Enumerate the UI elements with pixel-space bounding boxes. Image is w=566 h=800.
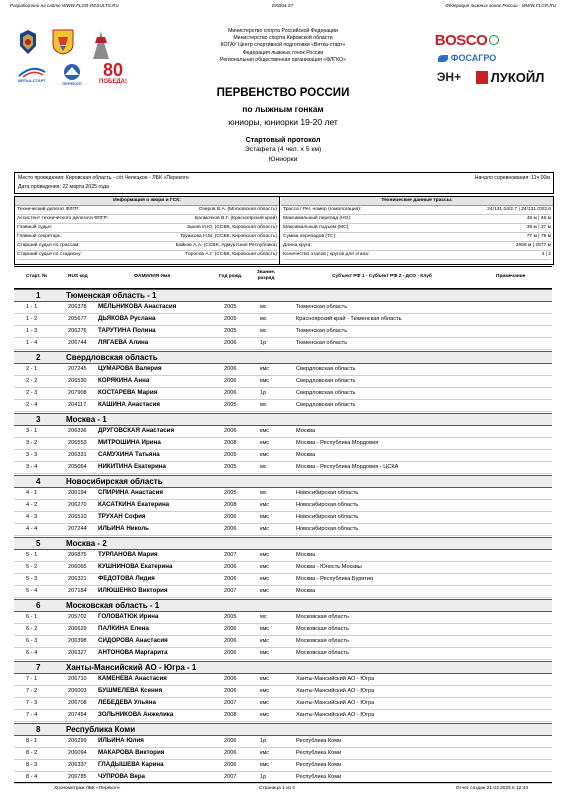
athlete-rus-code: 206744	[68, 340, 87, 346]
athlete-birth-year: 2007	[224, 552, 237, 558]
athlete-bib: 4 - 1	[26, 490, 38, 496]
athlete-rank: кмс	[260, 688, 270, 694]
athlete-bib: 6 - 2	[26, 626, 38, 632]
athlete-bib: 3 - 3	[26, 452, 38, 458]
athlete-bib: 2 - 1	[26, 366, 38, 372]
athlete-subject: Свердловская область	[296, 390, 356, 396]
athlete-rus-code: 206378	[68, 304, 87, 310]
organizer-line: Федерация лыжных гонок России	[242, 49, 324, 56]
athlete-name: ИЛЬИНА Юлия	[98, 737, 144, 744]
footer-page: Страница 1 из 3	[259, 786, 295, 791]
race-gender: Юниорки	[268, 156, 298, 163]
col-note: Примечание	[496, 274, 526, 279]
athlete-row	[14, 647, 552, 660]
team-number: 3	[36, 415, 41, 424]
athlete-rus-code: 207245	[68, 366, 87, 372]
athlete-name: ДРУГОВСКАЯ Анастасия	[98, 427, 175, 434]
athlete-birth-year: 2005	[224, 402, 237, 408]
info-box	[14, 196, 554, 265]
event-category: юниоры, юниорки 19-20 лет	[228, 117, 338, 127]
athlete-rus-code: 204117	[68, 402, 87, 408]
athlete-bib: 4 - 4	[26, 526, 38, 532]
athlete-name: ТАРУТИНА Полина	[98, 327, 156, 334]
athlete-row	[14, 337, 552, 350]
athlete-rank: мс	[260, 490, 267, 496]
athlete-name: ЦУМАРОВА Валерия	[98, 365, 162, 372]
athlete-name: КОРЯКИНА Анна	[98, 377, 150, 384]
athlete-name: ПАЛКИНА Елена	[98, 625, 149, 632]
athlete-rank: кмс	[260, 638, 270, 644]
athlete-rank: мс	[260, 402, 267, 408]
athlete-rus-code: 207184	[68, 588, 87, 594]
athlete-bib: 1 - 2	[26, 316, 38, 322]
team-block	[14, 599, 552, 661]
athlete-subject: Республика Коми	[296, 774, 342, 780]
athlete-subject: Новосибирская область	[296, 502, 359, 508]
athlete-bib: 2 - 3	[26, 390, 38, 396]
athlete-birth-year: 2005	[224, 316, 237, 322]
team-number: 4	[36, 477, 41, 486]
athlete-rus-code: 206299	[68, 738, 87, 744]
athlete-subject: Тюменская область	[296, 304, 348, 310]
athlete-name: ТУРЛАНОВА Мария	[98, 551, 158, 558]
athlete-birth-year: 2006	[224, 526, 237, 532]
athlete-rank: кмс	[260, 502, 270, 508]
athlete-subject: Свердловская область	[296, 378, 356, 384]
venue-start-time: Начало соревнования: 11ч 00м	[474, 175, 550, 181]
athlete-rus-code: 206003	[68, 688, 87, 694]
developer-credit: Разработано на сайте WWW.FLGR-RESULTS.RU	[10, 3, 119, 8]
athlete-subject: Московская область	[296, 614, 349, 620]
track-row: Сумма перепадов (ТС): 77 м | 79 м	[283, 233, 551, 242]
phosagro-logo: ФОСАГРО	[432, 51, 502, 65]
athlete-name: АНТОНОВА Маргарита	[98, 649, 168, 656]
athlete-rank: кмс	[260, 564, 270, 570]
athlete-bib: 7 - 3	[26, 700, 38, 706]
col-subject: Субъект РФ 1 - Субъект РФ 2 - ДСО - Клуб	[332, 274, 432, 279]
organizer-line: Региональная общественная организация «ФЛГКО»	[220, 56, 346, 63]
athlete-rus-code: 206553	[68, 440, 87, 446]
athlete-rus-code: 205702	[68, 614, 87, 620]
athlete-rus-code: 206530	[68, 378, 87, 384]
team-name: Московская область - 1	[66, 601, 160, 610]
col-rus-code: RUS код	[68, 274, 88, 279]
athlete-rus-code: 206875	[68, 552, 87, 558]
athlete-subject: Москва	[296, 452, 316, 458]
athlete-bib: 5 - 2	[26, 564, 38, 570]
athlete-row	[14, 585, 552, 598]
athlete-rank: кмс	[260, 428, 270, 434]
athlete-birth-year: 2006	[224, 378, 237, 384]
bosco-badge-icon	[489, 35, 499, 45]
team-number: 2	[36, 353, 41, 362]
athlete-rus-code: 206276	[68, 328, 87, 334]
col-year: Год рожд.	[219, 274, 243, 279]
athlete-rus-code: 206065	[68, 564, 87, 570]
athlete-rank: кмс	[260, 440, 270, 446]
athlete-birth-year: 2008	[224, 440, 237, 446]
athlete-birth-year: 2006	[224, 626, 237, 632]
track-header: Технические данные трассы:	[281, 197, 553, 206]
athlete-subject: Москва	[296, 428, 316, 434]
athlete-bib: 5 - 1	[26, 552, 38, 558]
athlete-bib: 3 - 1	[26, 428, 38, 434]
venue-date: Дата проведения: 22 марта 2025 года	[18, 184, 109, 190]
kirov-emblem-logo	[51, 29, 75, 55]
athlete-name: КАШИНА Анастасия	[98, 401, 160, 408]
athlete-bib: 1 - 1	[26, 304, 38, 310]
athlete-rank: 1р	[260, 390, 267, 396]
athlete-rank: мс	[260, 614, 267, 620]
table-header	[14, 266, 552, 289]
athlete-birth-year: 2005	[224, 304, 237, 310]
athlete-name: ФЕДОТОВА Лидия	[98, 575, 155, 582]
jury-row: Главный секретарь: Трушкова Н.М. (ССВК, Кировская область)	[17, 233, 277, 242]
athlete-bib: 7 - 1	[26, 676, 38, 682]
athlete-rank: кмс	[260, 366, 270, 372]
team-number: 7	[36, 663, 41, 672]
team-block	[14, 723, 552, 785]
athlete-birth-year: 2005	[224, 464, 237, 470]
race-name: Эстафета (4 чел. х 5 км)	[244, 146, 322, 153]
phosagro-leaf-icon	[438, 55, 448, 62]
athlete-bib: 6 - 1	[26, 614, 38, 620]
lukoil-mark-icon	[476, 71, 488, 84]
team-name: Москва - 1	[66, 415, 107, 424]
athlete-bib: 8 - 2	[26, 750, 38, 756]
jury-row: Главный судья: Зыков И.Ю. (ССВК, Кировская область)	[17, 224, 277, 233]
jury-row: Технический делегат ФЛГР: Озеров В.А. (Московская область)	[17, 206, 277, 215]
team-name: Тюменская область - 1	[66, 291, 157, 300]
athlete-bib: 4 - 3	[26, 514, 38, 520]
team-block	[14, 537, 552, 599]
team-number: 6	[36, 601, 41, 610]
athlete-name: КАМЕНЕВА Анастасия	[98, 675, 167, 682]
athlete-name: СИДОРОВА Анастасия	[98, 637, 168, 644]
athlete-name: ЧУПРОВА Вера	[98, 773, 145, 780]
athlete-rus-code: 207908	[68, 390, 87, 396]
athlete-subject: Свердловская область	[296, 402, 356, 408]
athlete-rus-code: 206337	[68, 762, 87, 768]
athlete-bib: 6 - 4	[26, 650, 38, 656]
athlete-birth-year: 2006	[224, 638, 237, 644]
lukoil-logo: ЛУКОЙЛ	[468, 68, 552, 86]
athlete-rank: кмс	[260, 712, 270, 718]
athlete-name: ДЬЯКОВА Руслана	[98, 315, 156, 322]
athlete-birth-year: 2006	[224, 762, 237, 768]
jury-row: Старший судья по стадиону: Торопов А.Г. (ССВК, Кировская область)	[17, 251, 277, 260]
athlete-bib: 3 - 2	[26, 440, 38, 446]
bosco-logo: BOSCO	[432, 32, 502, 48]
team-number: 1	[36, 291, 41, 300]
event-discipline: по лыжным гонкам	[242, 104, 324, 114]
athlete-birth-year: 2006	[224, 750, 237, 756]
athlete-subject: Ханты-Мансийский АО - Югра	[296, 676, 375, 682]
jury-info	[15, 197, 280, 264]
athlete-birth-year: 2005	[224, 490, 237, 496]
athlete-name: ИЛЬИНА Николь	[98, 525, 149, 532]
athlete-name: ГЛАДЫШЕВА Карина	[98, 761, 164, 768]
athlete-rank: мс	[260, 328, 267, 334]
athlete-subject: Новосибирская область	[296, 526, 359, 532]
athlete-subject: Новосибирская область	[296, 514, 359, 520]
athlete-rus-code: 206708	[68, 700, 87, 706]
athlete-subject: Московская область	[296, 626, 349, 632]
athlete-rank: кмс	[260, 552, 270, 558]
russia-emblem-logo	[16, 28, 40, 56]
athlete-name: ЗОЛЬНИКОВА Анжелика	[98, 711, 174, 718]
venue-place: Место проведения: Кировская область - с/п Чепецкое - ЛБК «Перекоп»	[18, 175, 190, 181]
athlete-subject: Республика Коми	[296, 750, 342, 756]
athlete-subject: Ханты-Мансийский АО - Югра	[296, 712, 375, 718]
athlete-birth-year: 2006	[224, 366, 237, 372]
organizer-line: КОГАУ Центр спортивной подготовки «Вятка-старт»	[220, 42, 346, 49]
protocol-title: Стартовый протокол	[245, 135, 321, 144]
athlete-subject: Свердловская область	[296, 366, 356, 372]
athlete-rank: кмс	[260, 378, 270, 384]
athlete-bib: 3 - 4	[26, 464, 38, 470]
athlete-birth-year: 2005	[224, 614, 237, 620]
athlete-bib: 7 - 4	[26, 712, 38, 718]
victory-80-logo: 80 ПОБЕДА!	[99, 60, 127, 85]
athlete-rank: кмс	[260, 514, 270, 520]
athlete-rus-code: 205064	[68, 464, 87, 470]
athlete-birth-year: 2005	[224, 328, 237, 334]
athlete-birth-year: 2005	[224, 452, 237, 458]
athlete-row	[14, 709, 552, 722]
athlete-rus-code: 206510	[68, 514, 87, 520]
athlete-name: БУШМЕЛЕВА Ксения	[98, 687, 163, 694]
athlete-rank: кмс	[260, 762, 270, 768]
footer-created: Отчет создан 21.03.2025 в 12:43	[455, 786, 528, 791]
athlete-subject: Новосибирская область	[296, 490, 359, 496]
athlete-rus-code: 207244	[68, 526, 87, 532]
team-name: Республика Коми	[66, 725, 136, 734]
athlete-name: МИТРОШИНА Ирина	[98, 439, 161, 446]
athlete-birth-year: 2008	[224, 712, 237, 718]
athlete-bib: 4 - 2	[26, 502, 38, 508]
athlete-rus-code: 206398	[68, 638, 87, 644]
athlete-bib: 1 - 4	[26, 340, 38, 346]
athlete-birth-year: 2007	[224, 774, 237, 780]
organizers-list	[180, 28, 386, 64]
athlete-subject: Москва - Республика Мордовия - ЦСКА	[296, 464, 399, 470]
athlete-bib: 8 - 3	[26, 762, 38, 768]
organizer-line: Министерство спорта Российской Федерации	[228, 28, 338, 34]
team-name: Ханты-Мансийский АО - Югра - 1	[66, 663, 197, 672]
team-name: Свердловская область	[66, 353, 158, 362]
athlete-name: ЛЯГАЕВА Алина	[98, 339, 149, 346]
athlete-name: КОСТАРЕВА Мария	[98, 389, 158, 396]
top-line	[10, 3, 556, 11]
athlete-name: КУШНИНОВА Екатерина	[98, 563, 173, 570]
athlete-rank: мс	[260, 304, 267, 310]
athlete-rus-code: 206194	[68, 490, 87, 496]
team-block	[14, 351, 552, 413]
team-block	[14, 661, 552, 723]
athlete-subject: Москва - Республика Бурятия	[296, 576, 374, 582]
athlete-birth-year: 2006	[224, 676, 237, 682]
venue-box	[14, 172, 554, 194]
athlete-rank: кмс	[260, 650, 270, 656]
athlete-name: НИКИТИНА Екатерина	[98, 463, 166, 470]
athlete-birth-year: 2006	[224, 390, 237, 396]
track-row: Длина круга: 2656 м | 2577 м	[283, 242, 551, 251]
athlete-subject: Тюменская область	[296, 328, 348, 334]
track-info	[281, 197, 553, 264]
athlete-subject: Ханты-Мансийский АО - Югра	[296, 700, 375, 706]
athlete-rus-code: 207454	[68, 712, 87, 718]
athlete-birth-year: 2006	[224, 688, 237, 694]
athlete-name: ИЛЮШЕНКО Виктория	[98, 587, 168, 594]
athlete-rank: кмс	[260, 588, 270, 594]
track-row: Количество этапов | кругов для этапа: 4 | 2	[283, 251, 551, 260]
athlete-subject: Тюменская область	[296, 340, 348, 346]
athlete-subject: Москва - Юность Москвы	[296, 564, 362, 570]
athlete-birth-year: 2007	[224, 700, 237, 706]
event-title: ПЕРВЕНСТВО РОССИИ	[216, 87, 350, 99]
athlete-rank: мс	[260, 464, 267, 470]
athlete-rank: мс	[260, 316, 267, 322]
athlete-bib: 7 - 2	[26, 688, 38, 694]
athlete-rus-code: 206785	[68, 774, 87, 780]
col-start: Старт. №	[26, 274, 48, 279]
athlete-birth-year: 2006	[224, 738, 237, 744]
athlete-bib: 1 - 3	[26, 328, 38, 334]
athlete-birth-year: 2008	[224, 502, 237, 508]
athlete-subject: Москва	[296, 552, 316, 558]
footer	[14, 782, 552, 792]
athlete-subject: Республика Коми	[296, 762, 342, 768]
team-number: 5	[36, 539, 41, 548]
athlete-birth-year: 2006	[224, 340, 237, 346]
footer-timing: Хронометраж ЛБК «Перекоп»	[54, 786, 121, 791]
athlete-rus-code: 206327	[68, 650, 87, 656]
team-block	[14, 289, 552, 351]
athlete-rus-code: 206336	[68, 428, 87, 434]
athlete-name: ГОЛОВАТЮК Ирина	[98, 613, 159, 620]
athlete-name: САМУХИНА Татьяна	[98, 451, 160, 458]
track-row: Максимальный перепад (НО): 48 м | 46 м	[283, 215, 551, 224]
athlete-row	[14, 523, 552, 536]
athlete-subject: Ханты-Мансийский АО - Югра	[296, 688, 375, 694]
vyatka-start-logo: ВЯТКА-СТАРТ	[14, 63, 50, 85]
team-block	[14, 413, 552, 475]
athlete-rank: кмс	[260, 576, 270, 582]
athlete-rus-code: 206094	[68, 750, 87, 756]
athlete-name: ТРУХАН София	[98, 513, 146, 520]
athlete-rus-code: 206331	[68, 452, 87, 458]
team-block	[14, 475, 552, 537]
federation-credit: Федерация лыжных гонок России - WWW.FLGR.RU	[445, 3, 556, 8]
athlete-subject: Москва	[296, 588, 316, 594]
col-rank: Звание, разряд	[256, 270, 276, 281]
athlete-bib: 6 - 3	[26, 638, 38, 644]
athlete-rank: 1р	[260, 738, 267, 744]
athlete-rus-code: 206710	[68, 676, 87, 682]
perekop-logo: ПЕРЕКОП	[58, 60, 86, 88]
athlete-name: КАСАТКИНА Екатерина	[98, 501, 170, 508]
athlete-rank: кмс	[260, 700, 270, 706]
organizer-line: Министерство спорта Кировской области	[233, 35, 333, 42]
athlete-bib: 5 - 3	[26, 576, 38, 582]
athlete-birth-year: 2006	[224, 650, 237, 656]
team-name: Москва - 2	[66, 539, 107, 548]
jury-header: Информация о жюри и ГСК:	[15, 197, 279, 206]
track-row: Трасса / Рег. номер (гомологация): 24/131.04/2.7 | 24/131.03/2.6	[283, 206, 551, 215]
athlete-birth-year: 2006	[224, 428, 237, 434]
team-number: 8	[36, 725, 41, 734]
athlete-rank: кмс	[260, 676, 270, 682]
athlete-rus-code: 206321	[68, 576, 87, 582]
athlete-rank: кмс	[260, 626, 270, 632]
athlete-subject: Москва - Республика Мордовия	[296, 440, 379, 446]
athlete-rus-code: 206629	[68, 626, 87, 632]
athlete-birth-year: 2006	[224, 564, 237, 570]
jury-row: Старший судья по трассам: Байков А.А. (ССВК, Удмуртская Республика)	[17, 242, 277, 251]
athlete-rank: кмс	[260, 526, 270, 532]
athlete-rank: 1р	[260, 774, 267, 780]
athlete-birth-year: 2006	[224, 514, 237, 520]
athlete-rank: 1р	[260, 340, 267, 346]
athlete-bib: 8 - 1	[26, 738, 38, 744]
athlete-bib: 2 - 4	[26, 402, 38, 408]
athlete-bib: 5 - 4	[26, 588, 38, 594]
en-plus-logo: ЭН+	[436, 70, 462, 84]
athlete-rus-code: 205677	[68, 316, 87, 322]
athlete-name: СПИРИНА Анастасия	[98, 489, 164, 496]
team-name: Новосибирская область	[66, 477, 163, 486]
track-row: Максимальный подъем (МС): 39 м | 37 м	[283, 224, 551, 233]
athlete-subject: Красноярский край - Тюменская область	[296, 316, 402, 322]
perekop-emblem-logo	[87, 29, 115, 59]
athlete-name: МАКАРОВА Виктория	[98, 749, 165, 756]
athlete-subject: Московская область	[296, 650, 349, 656]
athlete-subject: Республика Коми	[296, 738, 342, 744]
col-name: ФАМИЛИЯ Имя	[134, 274, 171, 279]
athlete-row	[14, 399, 552, 412]
athlete-birth-year: 2006	[224, 576, 237, 582]
athlete-row	[14, 461, 552, 474]
athlete-rank: кмс	[260, 750, 270, 756]
document-code: EKB04.ST	[272, 3, 294, 8]
athlete-rus-code: 206270	[68, 502, 87, 508]
athlete-rank: кмс	[260, 452, 270, 458]
athlete-birth-year: 2007	[224, 588, 237, 594]
athlete-name: ЛЕБЕДЕВА Ульяна	[98, 699, 156, 706]
jury-row: Ассистент технического делегата ФЛГР: Балмочков В.Г. (Красноярский край)	[17, 215, 277, 224]
athlete-bib: 8 - 4	[26, 774, 38, 780]
athlete-bib: 2 - 2	[26, 378, 38, 384]
athlete-subject: Московская область	[296, 638, 349, 644]
athlete-name: МЕЛЬНИКОВА Анастасия	[98, 303, 177, 310]
